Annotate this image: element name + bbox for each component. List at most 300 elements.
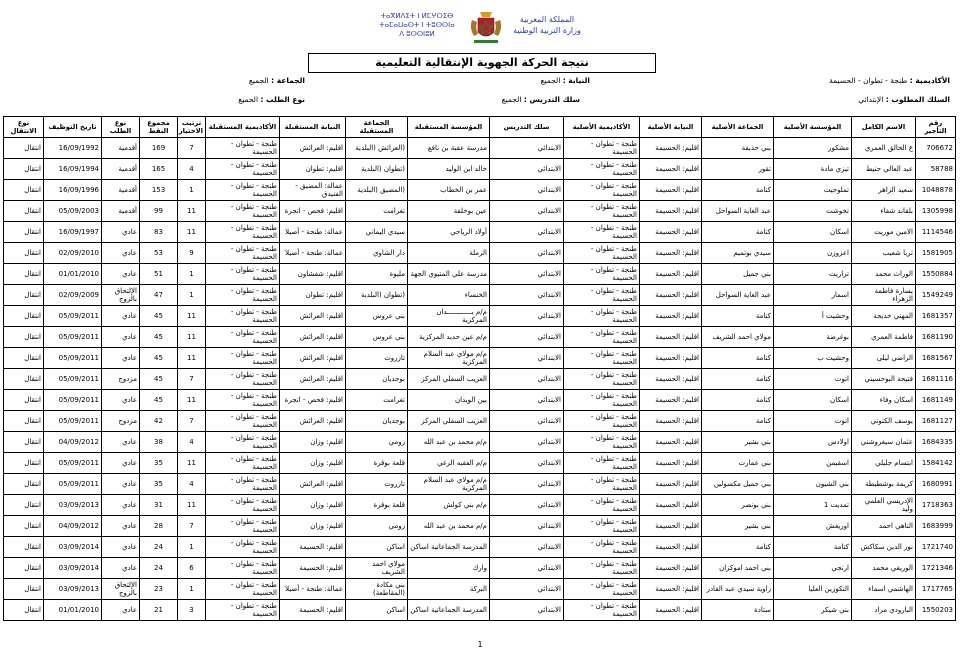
table-cell: بين الويدان xyxy=(408,390,490,411)
table-cell: اقليم: الحسيمة xyxy=(640,264,702,285)
table-cell: بني بونصر xyxy=(702,495,774,516)
table-cell: طنجة - تطوان - الحسيمة xyxy=(564,180,640,201)
table-cell: طنجة - تطوان - الحسيمة xyxy=(206,285,280,306)
table-cell: اسكان وفاء xyxy=(852,390,916,411)
table-cell: اقليم: فحص - انجرة xyxy=(280,201,346,222)
table-cell: عادي xyxy=(102,264,140,285)
table-cell: 1 xyxy=(178,285,206,306)
table-cell: 11 xyxy=(178,201,206,222)
table-cell: سيدي اليماني xyxy=(346,222,408,243)
table-cell: الإلتحاق بالزوج xyxy=(102,579,140,600)
table-cell: طنجة - تطوان - الحسيمة xyxy=(564,222,640,243)
table-cell: طنجة - تطوان - الحسيمة xyxy=(564,600,640,621)
table-row xyxy=(4,327,956,348)
table-cell: تقور xyxy=(702,159,774,180)
table-cell: 53 xyxy=(140,243,178,264)
table-cell: اقليم: الحسيمة xyxy=(640,222,702,243)
table-cell: اقليم: تطوان xyxy=(280,159,346,180)
table-cell: طنجة - تطوان - الحسيمة xyxy=(564,138,640,159)
table-cell: أقدمية xyxy=(102,138,140,159)
table-cell: عبد الغاية السواحل xyxy=(702,285,774,306)
table-cell: انتقال xyxy=(4,159,44,180)
table-cell: 03/09/2014 xyxy=(44,558,102,579)
table-cell: 1 xyxy=(178,537,206,558)
column-header: نوع الانتقال xyxy=(4,117,44,138)
table-cell: الابتدائي xyxy=(490,537,564,558)
table-cell: بوغرضة xyxy=(774,327,852,348)
table-cell: بني بشير xyxy=(702,516,774,537)
table-cell: فتيحة البوحسيني xyxy=(852,369,916,390)
column-header: مجموع النقط xyxy=(140,117,178,138)
table-cell: 1721346 xyxy=(916,558,956,579)
table-cell: طنجة - تطوان - الحسيمة xyxy=(564,495,640,516)
table-cell: 1717765 xyxy=(916,579,956,600)
table-cell: 16/09/1997 xyxy=(44,222,102,243)
table-cell: اقليم: الحسيمة xyxy=(640,306,702,327)
table-cell: الابتدائي xyxy=(490,348,564,369)
table-cell: 4 xyxy=(178,474,206,495)
table-cell: تازروت xyxy=(346,348,408,369)
table-cell: مدرسة عقبة بن نافع xyxy=(408,138,490,159)
table-cell: 38 xyxy=(140,432,178,453)
table-cell: اقليم: الحسيمة xyxy=(640,453,702,474)
table-cell: طنجة - تطوان - الحسيمة xyxy=(564,243,640,264)
table-cell: أقدمية xyxy=(102,201,140,222)
table-cell: اقليم: وزان xyxy=(280,495,346,516)
table-cell: 99 xyxy=(140,201,178,222)
table-cell: طنجة - تطوان - الحسيمة xyxy=(206,474,280,495)
table-cell: 35 xyxy=(140,453,178,474)
table-cell: اقليم: العرائش xyxy=(280,306,346,327)
table-cell: 7 xyxy=(178,516,206,537)
table-cell: 05/09/2003 xyxy=(44,201,102,222)
table-cell: الهاشمي اسماء xyxy=(852,579,916,600)
table-cell: تمديت 1 xyxy=(774,495,852,516)
table-cell: 7 xyxy=(178,369,206,390)
table-cell: عمالة: المضيق - الفنيدق xyxy=(280,180,346,201)
table-cell: اتوت xyxy=(774,369,852,390)
table-cell: 24 xyxy=(140,558,178,579)
table-cell: اتوت xyxy=(774,411,852,432)
table-cell: (تطوان (البلدية xyxy=(346,285,408,306)
table-cell: تراريت xyxy=(774,264,852,285)
table-cell: 1681190 xyxy=(916,327,956,348)
table-cell: عادي xyxy=(102,558,140,579)
table-cell: 42 xyxy=(140,411,178,432)
table-cell: طنجة - تطوان - الحسيمة xyxy=(206,390,280,411)
table-cell: عمر بن الخطاب xyxy=(408,180,490,201)
table-cell: اقليم: الحسيمة xyxy=(640,474,702,495)
table-cell: اقليم: تطوان xyxy=(280,285,346,306)
table-cell: 45 xyxy=(140,306,178,327)
table-cell: 45 xyxy=(140,348,178,369)
table-cell: م/م بني كولش xyxy=(408,495,490,516)
table-cell: طنجة - تطوان - الحسيمة xyxy=(206,222,280,243)
filter-province: النيابة : الجميع xyxy=(540,76,590,85)
table-cell: سعيد الزاهر xyxy=(852,180,916,201)
table-row xyxy=(4,306,956,327)
table-cell: م/م بــــــــــــدان المركزية xyxy=(408,306,490,327)
table-cell: كتامة xyxy=(702,180,774,201)
table-cell: طنجة - تطوان - الحسيمة xyxy=(206,537,280,558)
table-cell: الابتدائي xyxy=(490,474,564,495)
table-cell: كريمة بوشطيطة xyxy=(852,474,916,495)
column-header: النيابة الأصلية xyxy=(640,117,702,138)
table-cell: انتقال xyxy=(4,558,44,579)
table-cell: الرملة xyxy=(408,243,490,264)
table-cell: عبد العالي حنيط xyxy=(852,159,916,180)
table-cell: م/م مولاي عبد السلام المركزية xyxy=(408,348,490,369)
table-cell: 1681149 xyxy=(916,390,956,411)
table-cell: الابتدائي xyxy=(490,159,564,180)
table-cell: بني عروس xyxy=(346,327,408,348)
table-cell: ابتسام جليلي xyxy=(852,453,916,474)
table-cell: 1550884 xyxy=(916,264,956,285)
table-row xyxy=(4,285,956,306)
table-cell: 11 xyxy=(178,390,206,411)
table-cell: 11 xyxy=(178,453,206,474)
table-cell: المدرسة الجماعاتية اساكن xyxy=(408,537,490,558)
table-cell: 05/09/2011 xyxy=(44,474,102,495)
table-cell: اقليم: الحسيمة xyxy=(640,390,702,411)
table-cell: أقدمية xyxy=(102,159,140,180)
column-header: النيابة المستقبلة xyxy=(280,117,346,138)
table-cell: 4 xyxy=(178,432,206,453)
table-cell: اولادس xyxy=(774,432,852,453)
table-cell: طنجة - تطوان - الحسيمة xyxy=(206,432,280,453)
table-cell: 1 xyxy=(178,264,206,285)
table-cell: اقليم: الحسيمة xyxy=(640,159,702,180)
table-cell: تيزي مادة xyxy=(774,159,852,180)
filter-academy: الأكاديمية : طنجة - تطوان - الحسيمة xyxy=(829,76,950,85)
table-cell: العزيب السفلي المركز xyxy=(408,411,490,432)
column-header: المؤسسة الأصلية xyxy=(774,117,852,138)
table-cell: اقليم: الحسيمة xyxy=(640,285,702,306)
table-cell: كتامة xyxy=(702,537,774,558)
table-cell: الناهي احمد xyxy=(852,516,916,537)
table-cell: اقليم: العرائش xyxy=(280,348,346,369)
table-row xyxy=(4,201,956,222)
table-cell: م/م محمد بن عبد الله xyxy=(408,432,490,453)
table-cell: ارنجي xyxy=(774,558,852,579)
table-cell: العزيب السفلي المركز xyxy=(408,369,490,390)
table-row xyxy=(4,159,956,180)
table-cell: انتقال xyxy=(4,138,44,159)
table-cell: 1681116 xyxy=(916,369,956,390)
table-cell: اقليم: العرائش xyxy=(280,474,346,495)
column-header: الاسم الكامل xyxy=(852,117,916,138)
table-cell: عمالة: طنجة - أصيلا xyxy=(280,579,346,600)
table-cell: 05/09/2011 xyxy=(44,306,102,327)
table-cell: خالد ابن الوليد xyxy=(408,159,490,180)
table-cell: بني جميل xyxy=(702,264,774,285)
table-cell: طنجة - تطوان - الحسيمة xyxy=(564,285,640,306)
table-cell: طنجة - تطوان - الحسيمة xyxy=(564,348,640,369)
table-cell: 9 xyxy=(178,243,206,264)
table-cell: طنجة - تطوان - الحسيمة xyxy=(206,453,280,474)
table-cell: 05/09/2011 xyxy=(44,348,102,369)
table-cell: نور الدين سكاكش xyxy=(852,537,916,558)
table-cell: 165 xyxy=(140,159,178,180)
table-cell: الراضي ليلى xyxy=(852,348,916,369)
table-cell: اقليم: الحسيمة xyxy=(640,180,702,201)
table-row xyxy=(4,348,956,369)
table-cell: 47 xyxy=(140,285,178,306)
table-cell: 16/09/1996 xyxy=(44,180,102,201)
table-cell: عادي xyxy=(102,453,140,474)
table-cell: 28 xyxy=(140,516,178,537)
table-cell: الابتدائي xyxy=(490,264,564,285)
table-cell: 83 xyxy=(140,222,178,243)
table-cell: الابتدائي xyxy=(490,558,564,579)
table-cell: 04/09/2012 xyxy=(44,516,102,537)
table-cell: الابتدائي xyxy=(490,432,564,453)
table-cell: انتقال xyxy=(4,537,44,558)
table-row xyxy=(4,495,956,516)
table-cell: 51 xyxy=(140,264,178,285)
table-cell: انتقال xyxy=(4,453,44,474)
table-cell: ستادة xyxy=(702,600,774,621)
table-cell: طنجة - تطوان - الحسيمة xyxy=(206,600,280,621)
table-cell: عادي xyxy=(102,222,140,243)
table-cell: تغرامت xyxy=(346,201,408,222)
table-cell: طنجة - تطوان - الحسيمة xyxy=(206,264,280,285)
table-cell: كتامة xyxy=(702,369,774,390)
table-cell: اقليم: شفشاون xyxy=(280,264,346,285)
table-row xyxy=(4,390,956,411)
table-cell: مزدوج xyxy=(102,369,140,390)
table-cell: اقليم: العرائش xyxy=(280,411,346,432)
table-cell: اساكن xyxy=(346,537,408,558)
table-cell: 706672 xyxy=(916,138,956,159)
table-cell: انتقال xyxy=(4,285,44,306)
table-cell: اقليم: الحسيمة xyxy=(640,537,702,558)
table-cell: مزدوج xyxy=(102,411,140,432)
table-cell: وارك xyxy=(408,558,490,579)
table-cell: طنجة - تطوان - الحسيمة xyxy=(206,369,280,390)
table-cell: طنجة - تطوان - الحسيمة xyxy=(206,495,280,516)
table-cell: 1683999 xyxy=(916,516,956,537)
table-row xyxy=(4,243,956,264)
table-cell: الابتدائي xyxy=(490,390,564,411)
table-cell: طنجة - تطوان - الحسيمة xyxy=(206,411,280,432)
table-cell: الابتدائي xyxy=(490,600,564,621)
table-cell: عمالة: طنجة - أصيلا xyxy=(280,222,346,243)
table-cell: طنجة - تطوان - الحسيمة xyxy=(564,474,640,495)
table-cell: (المضيق (البلدية xyxy=(346,180,408,201)
table-cell: عادي xyxy=(102,432,140,453)
table-row xyxy=(4,558,956,579)
table-cell: المهني خديجة xyxy=(852,306,916,327)
table-cell: اسكان xyxy=(774,390,852,411)
table-cell: طنجة - تطوان - الحسيمة xyxy=(564,327,640,348)
table-cell: الابتدائي xyxy=(490,138,564,159)
table-cell: عين بوخلفة xyxy=(408,201,490,222)
table-cell: الخنساء xyxy=(408,285,490,306)
table-cell: اقليم: الحسيمة xyxy=(640,432,702,453)
table-cell: عادي xyxy=(102,390,140,411)
table-cell: 1581905 xyxy=(916,243,956,264)
table-cell: مشكور xyxy=(774,138,852,159)
table-cell: (العرائش (البلدية xyxy=(346,138,408,159)
moroccan-coat-of-arms-icon xyxy=(466,8,506,48)
table-cell: 1680991 xyxy=(916,474,956,495)
table-cell: طنجة - تطوان - الحسيمة xyxy=(564,579,640,600)
table-cell: كتامة xyxy=(702,411,774,432)
table-cell: انتقال xyxy=(4,201,44,222)
table-cell: 1584142 xyxy=(916,453,956,474)
column-header: نوع الطلب xyxy=(102,117,140,138)
column-header: الجماعة المستقبلة xyxy=(346,117,408,138)
arabic-ministry-name: المملكة المغربية وزارة التربية الوطنية xyxy=(513,15,581,35)
table-row xyxy=(4,600,956,621)
table-row xyxy=(4,453,956,474)
table-cell: الابتدائي xyxy=(490,285,564,306)
table-cell: يوسف الكتوتي xyxy=(852,411,916,432)
table-cell: كتامة xyxy=(702,222,774,243)
table-cell: البركة xyxy=(408,579,490,600)
table-cell: 1718363 xyxy=(916,495,956,516)
table-cell: انتقال xyxy=(4,264,44,285)
table-header xyxy=(4,117,956,138)
table-cell: عمالة: طنجة - أصيلا xyxy=(280,243,346,264)
table-cell: انتقال xyxy=(4,369,44,390)
table-cell: تملوجيت xyxy=(774,180,852,201)
table-cell: الامين موريت xyxy=(852,222,916,243)
table-cell: 1684335 xyxy=(916,432,956,453)
table-cell: بني عمارت xyxy=(702,453,774,474)
table-cell: طنجة - تطوان - الحسيمة xyxy=(206,516,280,537)
table-cell: زاوية سيدي عبد القادر xyxy=(702,579,774,600)
table-cell: طنجة - تطوان - الحسيمة xyxy=(564,159,640,180)
table-cell: 1305998 xyxy=(916,201,956,222)
table-cell: 03/09/2013 xyxy=(44,579,102,600)
table-row xyxy=(4,516,956,537)
table-header-row xyxy=(4,117,956,138)
table-cell: 1721740 xyxy=(916,537,956,558)
table-row xyxy=(4,180,956,201)
column-header: الجماعة الأصلية xyxy=(702,117,774,138)
table-cell: 1048878 xyxy=(916,180,956,201)
filter-request-type: نوع الطلب : الجميع xyxy=(238,95,305,104)
table-cell: انتقال xyxy=(4,495,44,516)
table-cell: 7 xyxy=(178,411,206,432)
table-cell: 1550203 xyxy=(916,600,956,621)
table-cell: اقليم: وزان xyxy=(280,516,346,537)
table-cell: اقليم: العرائش xyxy=(280,138,346,159)
table-row xyxy=(4,411,956,432)
table-cell: بني مكادة (المقاطعة) xyxy=(346,579,408,600)
table-cell: اقليم: الحسيمة xyxy=(640,558,702,579)
table-cell: 21 xyxy=(140,600,178,621)
table-cell: م/م عين حديد المركزية xyxy=(408,327,490,348)
table-cell: فاطمة العمري xyxy=(852,327,916,348)
table-cell: الابتدائي xyxy=(490,516,564,537)
table-cell: 1 xyxy=(178,180,206,201)
table-cell: اقليم: الحسيمة xyxy=(640,243,702,264)
table-row xyxy=(4,138,956,159)
table-cell: اقليم: الحسيمة xyxy=(640,516,702,537)
table-cell: اقليم: الحسيمة xyxy=(280,558,346,579)
table-cell: انتقال xyxy=(4,222,44,243)
table-row xyxy=(4,222,956,243)
table-cell: طنجة - تطوان - الحسيمة xyxy=(206,243,280,264)
table-cell: 1681567 xyxy=(916,348,956,369)
table-row xyxy=(4,579,956,600)
table-cell: أولاد الرياحي xyxy=(408,222,490,243)
table-cell: 01/01/2010 xyxy=(44,264,102,285)
table-cell: انتقال xyxy=(4,516,44,537)
page-number: 1 xyxy=(477,640,483,649)
table-cell: 02/09/2009 xyxy=(44,285,102,306)
table-cell: زومي xyxy=(346,432,408,453)
table-cell: طنجة - تطوان - الحسيمة xyxy=(206,201,280,222)
table-cell: الابتدائي xyxy=(490,201,564,222)
table-cell: 11 xyxy=(178,222,206,243)
table-cell: 45 xyxy=(140,390,178,411)
table-cell: بني عروس xyxy=(346,306,408,327)
table-cell: عبد الغاية السواحل xyxy=(702,201,774,222)
table-cell: مولاي احمد الشريف xyxy=(346,558,408,579)
table-cell: اقليم: الحسيمة xyxy=(640,369,702,390)
table-cell: طنجة - تطوان - الحسيمة xyxy=(564,432,640,453)
table-cell: قلعة بوقرة xyxy=(346,495,408,516)
table-cell: 11 xyxy=(178,306,206,327)
table-cell: 4 xyxy=(178,159,206,180)
column-header: سلك التدريس xyxy=(490,117,564,138)
page-header xyxy=(0,0,960,50)
table-cell: انتقال xyxy=(4,390,44,411)
table-cell: اقليم: الحسيمة xyxy=(640,495,702,516)
table-cell: اقليم: الحسيمة xyxy=(640,411,702,432)
table-cell: م/م الفقيه الرغي xyxy=(408,453,490,474)
table-cell: يسارة فاطمة الزهراء xyxy=(852,285,916,306)
results-table xyxy=(3,116,956,621)
table-cell: اسمار xyxy=(774,285,852,306)
tifinagh-ministry-name: ⵜⴰⴳⵍⴷⵉⵜ ⵏ ⵍⵎⵖⵔⵉⴱ ⵜⴰⵎⴰⵡⴰⵙⵜ ⵏ ⵜⵓⵙⵙⵏⴰ ⴷ ⵓⵙⵙⵏⵓⵍ xyxy=(379,12,455,38)
table-cell: بني الشيون xyxy=(774,474,852,495)
table-cell: عادي xyxy=(102,516,140,537)
table-cell: طنجة - تطوان - الحسيمة xyxy=(564,390,640,411)
table-cell: طنجة - تطوان - الحسيمة xyxy=(206,348,280,369)
table-cell: بني احمد اموكزان xyxy=(702,558,774,579)
table-cell: 23 xyxy=(140,579,178,600)
table-cell: طنجة - تطوان - الحسيمة xyxy=(564,369,640,390)
table-cell: 16/09/1992 xyxy=(44,138,102,159)
table-cell: طنجة - تطوان - الحسيمة xyxy=(206,306,280,327)
table-cell: الابتدائي xyxy=(490,579,564,600)
table-cell: عادي xyxy=(102,495,140,516)
table-cell: 11 xyxy=(178,495,206,516)
table-row xyxy=(4,537,956,558)
table-cell: انتقال xyxy=(4,306,44,327)
column-header: رقم التأجير xyxy=(916,117,956,138)
table-cell: 05/09/2011 xyxy=(44,390,102,411)
table-cell: انتقال xyxy=(4,243,44,264)
column-header: تاريخ التوظيف xyxy=(44,117,102,138)
table-cell: الابتدائي xyxy=(490,306,564,327)
table-cell: اقليم: الحسيمة xyxy=(280,537,346,558)
table-cell: 1681127 xyxy=(916,411,956,432)
table-row xyxy=(4,474,956,495)
table-cell: م/م مولاي عبد السلام المركزية xyxy=(408,474,490,495)
table-cell: وحشيت أ xyxy=(774,306,852,327)
table-cell: اقليم: الحسيمة xyxy=(640,201,702,222)
table-cell: 1681357 xyxy=(916,306,956,327)
table-cell: طنجة - تطوان - الحسيمة xyxy=(564,411,640,432)
table-cell: طنجة - تطوان - الحسيمة xyxy=(564,558,640,579)
table-cell: الابتدائي xyxy=(490,222,564,243)
